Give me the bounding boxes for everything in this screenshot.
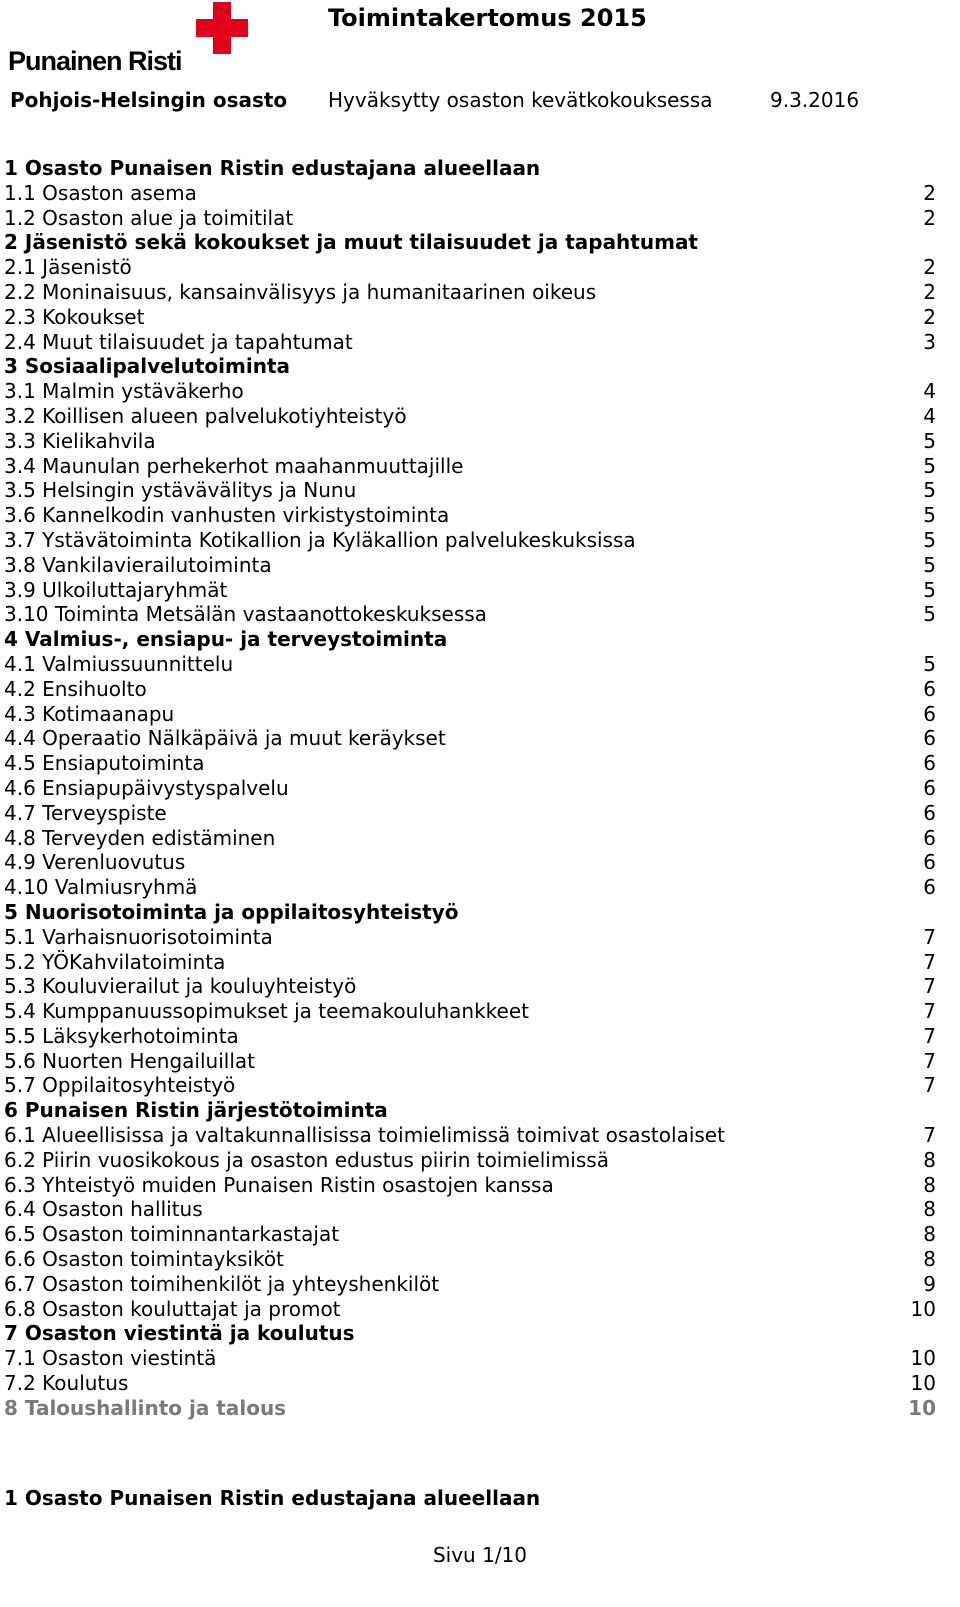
toc-entry-label: 3.7 Ystävätoiminta Kotikallion ja Kyläkallion palvelukeskuksissa	[4, 527, 636, 552]
toc-entry-page: 6	[923, 726, 936, 751]
toc-entry-label: 3.4 Maunulan perhekerhot maahanmuuttajille	[4, 453, 464, 478]
toc-entry-label: 6.2 Piirin vuosikokous ja osaston edustus piirin toimielimissä	[4, 1147, 609, 1172]
toc-entry-label: 7.2 Koulutus	[4, 1371, 129, 1396]
toc-entry-page: 7	[923, 1048, 936, 1073]
toc-entry-page	[906, 1098, 936, 1123]
toc-entry[interactable]	[4, 1297, 936, 1322]
toc-entry-label: 3.6 Kannelkodin vanhusten virkistystoiminta	[4, 503, 450, 528]
toc-entry[interactable]	[4, 1247, 936, 1272]
toc-entry-page: 5	[923, 577, 936, 602]
toc-entry[interactable]	[4, 950, 936, 975]
toc-entry-page: 4	[923, 403, 936, 428]
toc-entry-label: 1 Osasto Punaisen Ristin edustajana alueellaan	[4, 156, 541, 180]
toc-entry-label: 4.10 Valmiusryhmä	[4, 875, 198, 900]
toc-entry-label: 4.1 Valmiussuunnittelu	[4, 651, 234, 676]
toc-entry-label: 4.8 Terveyden edistäminen	[4, 825, 276, 850]
toc-entry[interactable]	[4, 503, 936, 528]
red-cross-logo	[8, 2, 248, 76]
toc-entry-page: 6	[923, 800, 936, 825]
toc-entry-page: 5	[923, 527, 936, 552]
toc-entry-page: 3	[923, 329, 936, 354]
toc-entry-label: 4.9 Verenluovutus	[4, 850, 186, 875]
toc-entry[interactable]	[4, 826, 936, 851]
toc-entry-page: 6	[923, 825, 936, 850]
toc-entry-page	[906, 1321, 936, 1346]
toc-section-entry[interactable]	[4, 1396, 936, 1421]
toc-section-entry[interactable]	[4, 230, 936, 255]
toc-entry-label: 5.1 Varhaisnuorisotoiminta	[4, 924, 273, 949]
toc-entry-label: 5.5 Läksykerhotoiminta	[4, 1023, 239, 1048]
toc-entry-label: 1.1 Osaston asema	[4, 180, 197, 205]
toc-entry-page	[906, 230, 936, 255]
toc-section-entry[interactable]	[4, 156, 936, 181]
toc-entry-page: 7	[923, 924, 936, 949]
toc-entry-page: 9	[923, 1271, 936, 1296]
toc-entry-page: 8	[923, 1172, 936, 1197]
toc-entry-page: 5	[923, 478, 936, 503]
toc-entry-label: 3.10 Toiminta Metsälän vastaanottokeskuksessa	[4, 602, 487, 627]
toc-entry-label: 1.2 Osaston alue ja toimitilat	[4, 205, 294, 230]
toc-entry-page: 2	[923, 279, 936, 304]
toc-entry[interactable]	[4, 553, 936, 578]
toc-entry-label: 4.2 Ensihuolto	[4, 676, 147, 701]
toc-section-entry[interactable]	[4, 1321, 936, 1346]
toc-entry-page: 10	[908, 1395, 936, 1420]
document-title: Toimintakertomus 2015	[328, 4, 647, 32]
toc-entry-page: 7	[923, 999, 936, 1024]
toc-entry-page: 6	[923, 676, 936, 701]
toc-entry-page	[906, 627, 936, 652]
toc-entry-page: 7	[923, 1023, 936, 1048]
toc-entry-page: 5	[923, 552, 936, 577]
toc-entry-page: 8	[923, 1222, 936, 1247]
toc-entry[interactable]	[4, 330, 936, 355]
toc-entry[interactable]	[4, 602, 936, 627]
toc-entry-page	[906, 900, 936, 925]
toc-entry-page: 8	[923, 1197, 936, 1222]
toc-entry-page: 5	[923, 453, 936, 478]
toc-entry-page: 5	[923, 428, 936, 453]
toc-entry[interactable]	[4, 1173, 936, 1198]
toc-entry-page: 7	[923, 974, 936, 999]
toc-entry-page: 5	[923, 503, 936, 528]
toc-section-entry[interactable]	[4, 627, 936, 652]
toc-entry[interactable]	[4, 652, 936, 677]
toc-entry-label: 5.4 Kumppanuussopimukset ja teemakouluhankkeet	[4, 999, 529, 1024]
toc-section-entry[interactable]	[4, 900, 936, 925]
toc-entry-label: 6.5 Osaston toiminnantarkastajat	[4, 1222, 340, 1247]
toc-entry-label: 6.4 Osaston hallitus	[4, 1197, 203, 1222]
toc-entry[interactable]	[4, 1148, 936, 1173]
toc-entry-page: 2	[923, 205, 936, 230]
toc-entry-label: 3.2 Koillisen alueen palvelukotiyhteistyö	[4, 403, 407, 428]
toc-entry-label: 5.3 Kouluvierailut ja kouluyhteistyö	[4, 974, 357, 999]
toc-entry-label: 6.8 Osaston kouluttajat ja promot	[4, 1296, 341, 1321]
toc-entry[interactable]	[4, 751, 936, 776]
toc-entry[interactable]	[4, 181, 936, 206]
toc-entry-page: 6	[923, 751, 936, 776]
toc-entry-page: 5	[923, 602, 936, 627]
toc-entry[interactable]	[4, 1049, 936, 1074]
toc-entry-label: 3.9 Ulkoiluttajaryhmät	[4, 577, 228, 602]
toc-entry[interactable]	[4, 1197, 936, 1222]
toc-entry-label: 4.5 Ensiaputoiminta	[4, 751, 205, 776]
toc-entry[interactable]	[4, 1346, 936, 1371]
toc-entry-label: 6.6 Osaston toimintayksiköt	[4, 1247, 284, 1272]
toc-entry[interactable]	[4, 850, 936, 875]
toc-entry-label: 8 Taloushallinto ja talous	[4, 1395, 287, 1420]
toc-entry-page: 2	[923, 180, 936, 205]
toc-entry-page: 4	[923, 379, 936, 404]
toc-entry-page: 6	[923, 775, 936, 800]
toc-entry-page	[906, 354, 936, 379]
toc-entry-page: 10	[910, 1296, 936, 1321]
toc-entry[interactable]	[4, 1371, 936, 1396]
page-number: Sivu 1/10	[432, 1543, 528, 1567]
toc-entry-label: 4.3 Kotimaanapu	[4, 701, 175, 726]
toc-entry-label: 2 Jäsenistö sekä kokoukset ja muut tilaisuudet ja tapahtumat	[4, 230, 698, 255]
toc-entry-page	[906, 156, 936, 181]
toc-entry[interactable]	[4, 974, 936, 999]
toc-entry[interactable]	[4, 776, 936, 801]
approval-note: Hyväksytty osaston kevätkokouksessa	[328, 88, 713, 112]
toc-entry-label: 2.3 Kokoukset	[4, 304, 145, 329]
toc-entry-page: 5	[923, 651, 936, 676]
toc-entry-page: 7	[923, 949, 936, 974]
toc-entry-label: 7 Osaston viestintä ja koulutus	[4, 1321, 355, 1346]
toc-entry-page: 10	[910, 1346, 936, 1371]
toc-entry-page: 6	[923, 875, 936, 900]
toc-entry-page: 8	[923, 1147, 936, 1172]
toc-entry[interactable]	[4, 280, 936, 305]
toc-entry-label: 3.3 Kielikahvila	[4, 428, 156, 453]
toc-entry[interactable]	[4, 478, 936, 503]
toc-entry-label: 3.8 Vankilavierailutoiminta	[4, 552, 272, 577]
toc-entry[interactable]	[4, 677, 936, 702]
toc-entry-label: 4.6 Ensiapupäivystyspalvelu	[4, 775, 289, 800]
toc-entry[interactable]	[4, 925, 936, 950]
toc-entry-label: 5 Nuorisotoiminta ja oppilaitosyhteistyö	[4, 899, 459, 924]
toc-entry-label: 2.4 Muut tilaisuudet ja tapahtumat	[4, 329, 353, 354]
toc-entry-label: 5.7 Oppilaitosyhteistyö	[4, 1073, 236, 1098]
toc-entry-label: 3.1 Malmin ystäväkerho	[4, 379, 244, 404]
toc-entry[interactable]	[4, 1123, 936, 1148]
toc-entry[interactable]	[4, 379, 936, 404]
toc-entry[interactable]	[4, 255, 936, 280]
toc-entry[interactable]	[4, 305, 936, 330]
logo-text: Punainen Risti	[8, 46, 182, 76]
toc-entry[interactable]	[4, 1073, 936, 1098]
toc-entry[interactable]	[4, 454, 936, 479]
section-heading: 1 Osasto Punaisen Ristin edustajana alueellaan	[4, 1486, 541, 1510]
toc-entry-label: 5.6 Nuorten Hengailuillat	[4, 1048, 255, 1073]
table-of-contents	[4, 156, 936, 1421]
toc-entry[interactable]	[4, 528, 936, 553]
toc-entry-page: 2	[923, 255, 936, 280]
toc-entry-label: 7.1 Osaston viestintä	[4, 1346, 217, 1371]
toc-entry-label: 4 Valmius-, ensiapu- ja terveystoiminta	[4, 627, 448, 652]
toc-entry-page: 6	[923, 701, 936, 726]
toc-entry-label: 6.3 Yhteistyö muiden Punaisen Ristin osastojen kanssa	[4, 1172, 554, 1197]
red-cross-icon	[196, 2, 248, 54]
toc-entry[interactable]	[4, 726, 936, 751]
toc-entry-page: 7	[923, 1123, 936, 1148]
toc-entry-label: 6.7 Osaston toimihenkilöt ja yhteyshenkilöt	[4, 1271, 440, 1296]
toc-entry[interactable]	[4, 1024, 936, 1049]
toc-entry[interactable]	[4, 999, 936, 1024]
toc-entry-label: 5.2 YÖKahvilatoiminta	[4, 949, 226, 974]
toc-entry[interactable]	[4, 206, 936, 231]
toc-entry[interactable]	[4, 1222, 936, 1247]
toc-entry[interactable]	[4, 429, 936, 454]
toc-entry-page: 2	[923, 304, 936, 329]
toc-entry-page: 8	[923, 1247, 936, 1272]
toc-entry-label: 3 Sosiaalipalvelutoiminta	[4, 354, 290, 379]
toc-entry-label: 3.5 Helsingin ystävävälitys ja Nunu	[4, 478, 357, 503]
toc-entry[interactable]	[4, 578, 936, 603]
toc-section-entry[interactable]	[4, 354, 936, 379]
toc-entry-label: 4.7 Terveyspiste	[4, 800, 167, 825]
branch-name: Pohjois-Helsingin osasto	[10, 88, 288, 112]
toc-entry[interactable]	[4, 404, 936, 429]
toc-section-entry[interactable]	[4, 1098, 936, 1123]
toc-entry-label: 2.1 Jäsenistö	[4, 255, 132, 280]
toc-entry-label: 2.2 Moninaisuus, kansainvälisyys ja humanitaarinen oikeus	[4, 279, 597, 304]
toc-entry-label: 6.1 Alueellisissa ja valtakunnallisissa toimielimissä toimivat osastolaiset	[4, 1123, 725, 1148]
toc-entry[interactable]	[4, 875, 936, 900]
cross-horizontal-bar	[196, 19, 248, 37]
toc-entry-page: 7	[923, 1073, 936, 1098]
toc-entry-page: 10	[910, 1371, 936, 1396]
toc-entry[interactable]	[4, 702, 936, 727]
toc-entry-label: 6 Punaisen Ristin järjestötoiminta	[4, 1098, 388, 1123]
toc-entry[interactable]	[4, 1272, 936, 1297]
toc-entry[interactable]	[4, 801, 936, 826]
toc-entry-page: 6	[923, 850, 936, 875]
approval-date: 9.3.2016	[770, 88, 860, 112]
toc-entry-label: 4.4 Operaatio Nälkäpäivä ja muut keräykset	[4, 726, 446, 751]
